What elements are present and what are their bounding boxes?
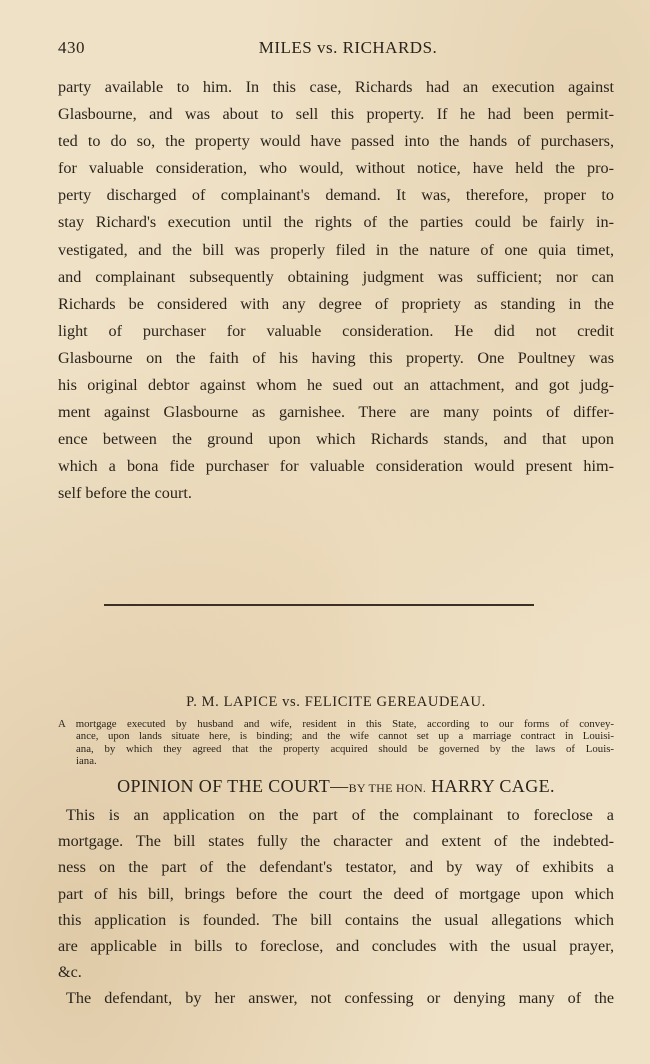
text-line: This is an application on the part of the complainant to foreclose a — [66, 806, 614, 824]
text-line: mortgage. The bill states fully the character and extent of the indebted- — [58, 832, 614, 851]
text-line: ness on the part of the defendant's testator, and by way of exhibits a — [58, 858, 614, 877]
headnote-line: ance, upon lands situate here, is binding; and the wife cannot set up a marriage contract in Louisi- — [76, 730, 614, 743]
case-title: P. M. LAPICE vs. FELICITE GEREAUDEAU. — [186, 694, 486, 710]
text-line: Glasbourne, and was about to sell this property. If he had been permit- — [58, 105, 614, 124]
page-number: 430 — [58, 38, 85, 57]
text-line: light of purchaser for valuable consideration. He did not credit — [58, 321, 614, 340]
opinion-paragraph — [58, 802, 614, 1012]
text-line: for valuable consideration, who would, without notice, have held the pro- — [58, 159, 614, 178]
headnote — [58, 718, 614, 768]
section-divider — [104, 604, 534, 606]
text-line: part of his bill, brings before the court the deed of mortgage upon which — [58, 884, 614, 903]
headnote-line: iana. — [76, 755, 97, 768]
text-line: &c. — [58, 963, 82, 982]
text-line: ted to do so, the property would have passed into the hands of purchasers, — [58, 132, 614, 151]
text-line: ment against Glasbourne as garnishee. There are many points of differ- — [58, 403, 614, 422]
text-line: self before the court. — [58, 484, 192, 503]
running-title: MILES vs. RICHARDS. — [258, 38, 438, 57]
text-line: perty discharged of complainant's demand. It was, therefore, proper to — [58, 186, 614, 205]
text-line: party available to him. In this case, Richards had an execution against — [58, 78, 614, 96]
text-line: are applicable in bills to foreclose, and concludes with the usual prayer, — [58, 937, 614, 956]
running-head — [58, 38, 618, 62]
headnote-line: ana, by which they agreed that the property acquired should be governed by the laws of Louis- — [76, 742, 614, 755]
text-line: Glasbourne on the faith of his having this property. One Poultney was — [58, 348, 614, 367]
text-line: and complainant subsequently obtaining judgment was sufficient; nor can — [58, 267, 614, 286]
text-line: The defendant, by her answer, not confessing or denying many of the — [66, 989, 614, 1008]
text-line: stay Richard's execution until the rights of the parties could be fairly in- — [58, 213, 614, 232]
opinion-heading-by: BY THE HON. — [348, 781, 427, 795]
text-line: his original debtor against whom he sued out an attachment, and got judg- — [58, 376, 614, 395]
opinion-heading-judge: HARRY CAGE. — [431, 776, 555, 796]
headnote-line: A mortgage executed by husband and wife, resident in this State, according to our forms of convey- — [58, 718, 614, 730]
text-line: Richards be considered with any degree of propriety as standing in the — [58, 294, 614, 313]
opinion-heading-main: OPINION OF THE COURT— — [117, 776, 349, 796]
opinion-heading — [58, 776, 614, 797]
text-line: vestigated, and the bill was properly filed in the nature of one quia timet, — [58, 240, 614, 259]
text-line: ence between the ground upon which Richards stands, and that upon — [58, 430, 614, 449]
text-line: this application is founded. The bill contains the usual allegations which — [58, 910, 614, 929]
body-paragraph — [58, 74, 614, 508]
text-line: which a bona fide purchaser for valuable consideration would present him- — [58, 457, 614, 476]
